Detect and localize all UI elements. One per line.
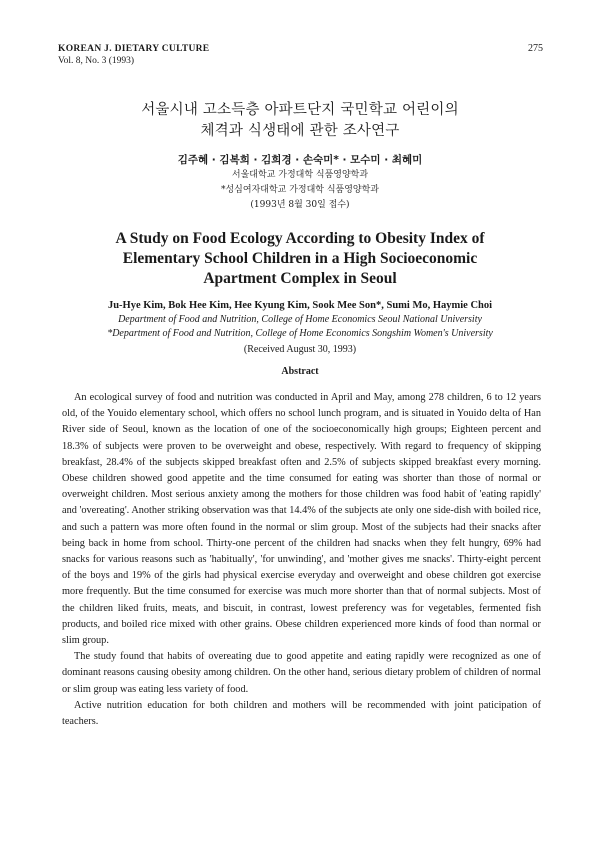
- abstract-paragraph-1: An ecological survey of food and nutrition was conducted in April and May, among 278 children, 6 to 12 years old, of the Youido elementary school, which offers no school lunch program, and is situated in Youido delta of Han River side of Seoul, known as the location of one of the socioeconomically high groups; Eighteen percent and 18.3% of subjects were proven to be overweight and obese, respectively. With regard to frequency of skipping breakfast, 28.4% of the subjects skipped breakfast often and 2.5% of subjects skipped breakfast every morning. Obese children showed good appetite and the time consumed for eating was shorter than those of normal or overweight children. Most serious anxiety among the mothers for those children was food habit of 'eating rapidly' and 'overeating'. Another striking observation was that 14.4% of the subjects ate only one side-dish with boiled rice, and such a pattern was more often found in the normal or slim group. Most of the subjects had their snacks after being back in home from school. Thirty-one percent of the children had snacks when they felt hungry, 69% had snacks for various reasons such as 'habitually', 'for unwinding', and 'mother gives me snacks'. Thirty-eight percent of the boys and 19% of the girls had physical exercise everyday and overweight and obese children got exercise more frequently. But the time consumed for exercise was much more shorter than that of normal subjects. Most of the children liked fruits, meats, and biscuit, in contrast, lowest preferency was for vegetables, fermented fish products, and boiled rice mixed with other grains. Obese children experienced more kinds of food than normal or slim group.: [62, 392, 541, 647]
- page-number: 275: [528, 43, 543, 54]
- korean-title-line-1: 서울시내 고소득층 아파트단지 국민학교 어린이의: [141, 102, 459, 118]
- korean-received-date: (1993년 8월 30일 접수): [250, 200, 350, 210]
- english-title-line-2: Elementary School Children in a High Socioeconomic: [122, 250, 478, 267]
- journal-name: KOREAN J. DIETARY CULTURE: [58, 44, 210, 54]
- korean-title-block: [0, 100, 600, 213]
- journal-header: [58, 43, 209, 67]
- abstract-body: [62, 390, 541, 730]
- english-received-date: (Received August 30, 1993): [243, 344, 357, 355]
- abstract-heading: Abstract: [281, 366, 319, 377]
- english-affiliation-2: *Department of Food and Nutrition, College of Home Economics Songshim Women's University: [107, 328, 493, 339]
- journal-volume: Vol. 8, No. 3 (1993): [58, 56, 135, 66]
- korean-title-line-2: 체격과 식생태에 관한 조사연구: [200, 123, 400, 139]
- abstract-paragraph-3: Active nutrition education for both children and mothers will be recommended with joint paticipation of teachers.: [62, 699, 541, 728]
- korean-affiliation-2: *성심여자대학교 가정대학 식품영양학과: [220, 185, 380, 195]
- korean-affiliation-1: 서울대학교 가정대학 식품영양학과: [231, 170, 369, 180]
- abstract-paragraph-2: The study found that habits of overeating due to good appetite and eating rapidly were recognized as one of dominant reasons causing obesity among children. On the other hand, serious dietary problem of children of normal or slim group was eating less variety of food.: [62, 651, 541, 695]
- english-title-line-3: Apartment Complex in Seoul: [203, 270, 397, 287]
- english-affiliation-1: Department of Food and Nutrition, College of Home Economics Seoul National University: [118, 314, 482, 325]
- english-title-block: [0, 229, 600, 357]
- english-authors: Ju-Hye Kim, Bok Hee Kim, Hee Kyung Kim, Sook Mee Son*, Sumi Mo, Haymie Choi: [107, 300, 493, 311]
- korean-authors: 김주혜 · 김복희 · 김희경 · 손숙미* · 모수미 · 최혜미: [177, 154, 423, 166]
- english-title-line-1: A Study on Food Ecology According to Obesity Index of: [115, 230, 485, 247]
